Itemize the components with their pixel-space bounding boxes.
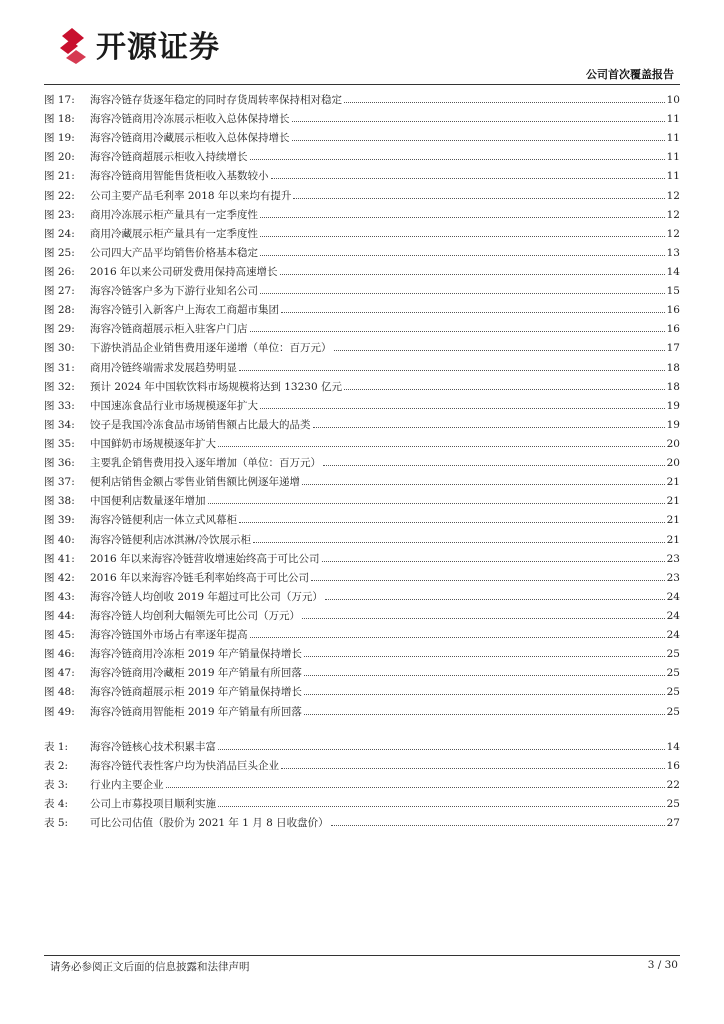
toc-entry-page: 21 [666, 533, 680, 546]
toc-entry-page: 14 [666, 741, 680, 753]
toc-entry-page: 11 [666, 132, 680, 145]
toc-entry-page: 15 [666, 285, 680, 298]
toc-entry-page: 14 [666, 265, 680, 278]
toc-leader-dots [250, 331, 665, 332]
toc-entry-page: 12 [666, 227, 680, 240]
toc-entry[interactable] [44, 703, 680, 722]
toc-entry-title: 海容冷链商超展示柜 2019 年产销量保持增长 [90, 686, 302, 699]
toc-entry-page: 16 [666, 323, 680, 336]
toc-entry-page: 27 [666, 817, 680, 830]
toc-entry-number: 图 35: [44, 437, 75, 450]
toc-entry-page: 23 [666, 571, 680, 584]
toc-entry-number: 图 42: [44, 571, 75, 584]
footer-divider [44, 955, 680, 956]
toc-entry[interactable] [44, 282, 680, 301]
toc-entry-number: 图 25: [44, 246, 75, 259]
kaiyuan-logo-icon [58, 24, 88, 64]
toc-leader-dots [331, 825, 665, 826]
toc-entry[interactable] [44, 301, 680, 320]
toc-entry-number: 图 43: [44, 590, 75, 603]
toc-entry-title: 海容冷链引入新客户上海农工商超市集团 [90, 304, 279, 317]
toc-entry[interactable] [44, 187, 680, 206]
toc-entry-title: 海容冷链商用冷冻柜 2019 年产销量保持增长 [90, 648, 302, 661]
toc-entry-title: 海容冷链商超展示柜收入持续增长 [90, 151, 248, 164]
toc-entry-number: 表 5: [44, 817, 69, 830]
toc-entry-page: 10 [666, 94, 680, 106]
toc-entry-title: 海容冷链人均创利大幅领先可比公司（万元） [90, 609, 300, 622]
toc-entry-title: 公司上市募投项目顺利实施 [90, 798, 216, 811]
toc-entry-page: 20 [666, 437, 680, 450]
toc-entry-number: 图 19: [44, 132, 75, 145]
toc-entry-title: 主要乳企销售费用投入逐年增加（单位：百万元） [90, 457, 321, 470]
toc-entry-page: 25 [666, 667, 680, 680]
toc-entry[interactable] [44, 244, 680, 263]
toc-entry-title: 海容冷链商用冷藏柜 2019 年产销量有所回落 [90, 667, 302, 680]
toc-leader-dots [304, 694, 665, 695]
toc-entry-title: 海容冷链核心技术积累丰富 [90, 741, 216, 753]
toc-entry[interactable] [44, 492, 680, 511]
toc-entry[interactable] [44, 91, 680, 110]
toc-entry-page: 13 [666, 246, 680, 259]
toc-entry-title: 下游快消品企业销售费用逐年递增（单位：百万元） [90, 342, 332, 355]
toc-leader-dots [325, 599, 665, 600]
toc-leader-dots [260, 408, 665, 409]
toc-leader-dots [292, 140, 665, 141]
toc-entry-number: 图 41: [44, 552, 75, 565]
toc-entry-number: 图 39: [44, 514, 75, 527]
toc-entry-title: 商用冷冻展示柜产量具有一定季度性 [90, 208, 258, 221]
toc-entry-title: 海容冷链存货逐年稳定的同时存货周转率保持相对稳定 [90, 94, 342, 106]
toc-leader-dots [311, 580, 665, 581]
toc-entry-title: 海容冷链商用智能柜 2019 年产销量有所回落 [90, 705, 302, 718]
toc-entry-title: 饺子是我国冷冻食品市场销售额占比最大的品类 [90, 418, 311, 431]
figure-list [44, 91, 680, 722]
toc-leader-dots [281, 312, 665, 313]
toc-entry-number: 图 23: [44, 208, 75, 221]
toc-entry[interactable] [44, 206, 680, 225]
toc-entry-page: 17 [666, 342, 680, 355]
toc-entry-title: 2016 年以来公司研发费用保持高速增长 [90, 265, 278, 278]
toc-entry[interactable] [44, 626, 680, 645]
report-type-label: 公司首次覆盖报告 [586, 68, 674, 81]
toc-leader-dots [260, 236, 665, 237]
toc-entry-page: 12 [666, 208, 680, 221]
toc-entry-title: 可比公司估值（股价为 2021 年 1 月 8 日收盘价） [90, 817, 329, 830]
toc-leader-dots [302, 618, 665, 619]
toc-entry-title: 海容冷链商用冷冻展示柜收入总体保持增长 [90, 113, 290, 126]
toc-entry-number: 图 40: [44, 533, 75, 546]
table-list [44, 738, 680, 834]
toc-entry[interactable] [44, 320, 680, 339]
toc-entry-page: 21 [666, 476, 680, 489]
toc-leader-dots [260, 255, 665, 256]
toc-entry-page: 19 [666, 399, 680, 412]
toc-entry-number: 表 1: [44, 741, 69, 753]
toc-entry[interactable] [44, 110, 680, 129]
toc-entry[interactable] [44, 776, 680, 795]
toc-entry-page: 24 [666, 629, 680, 642]
toc-entry[interactable] [44, 148, 680, 167]
toc-entry-page: 25 [666, 798, 680, 811]
toc-leader-dots [218, 749, 665, 750]
toc-entry-number: 表 3: [44, 779, 69, 792]
toc-entry[interactable] [44, 167, 680, 186]
logo-text: 开源证券 [96, 30, 220, 65]
toc-entry[interactable] [44, 645, 680, 664]
toc-entry-page: 19 [666, 418, 680, 431]
toc-entry[interactable] [44, 339, 680, 358]
toc-entry-page: 18 [666, 361, 680, 374]
toc-leader-dots [208, 503, 665, 504]
header-divider [44, 84, 680, 85]
toc-entry-title: 海容冷链便利店冰淇淋/冷饮展示柜 [90, 533, 252, 546]
toc-entry[interactable] [44, 757, 680, 776]
toc-entry-page: 11 [666, 113, 680, 126]
toc-entry[interactable] [44, 435, 680, 454]
toc-entry[interactable] [44, 607, 680, 626]
toc-entry[interactable] [44, 550, 680, 569]
toc-leader-dots [218, 446, 665, 447]
toc-entry[interactable] [44, 683, 680, 702]
toc-entry-title: 预计 2024 年中国软饮料市场规模将达到 13230 亿元 [90, 380, 342, 393]
toc-entry-number: 图 38: [44, 495, 75, 508]
toc-leader-dots [253, 542, 665, 543]
toc-entry[interactable] [44, 129, 680, 148]
toc-entry-number: 图 21: [44, 170, 75, 183]
toc-entry-title: 公司主要产品毛利率 2018 年以来均有提升 [90, 189, 292, 202]
toc-leader-dots [281, 768, 665, 769]
toc-entry-page: 18 [666, 380, 680, 393]
toc-entry-page: 21 [666, 514, 680, 527]
toc-entry-title: 商用冷藏展示柜产量具有一定季度性 [90, 227, 258, 240]
toc-entry-number: 图 33: [44, 399, 75, 412]
toc-entry-number: 图 30: [44, 342, 75, 355]
toc-entry-number: 图 48: [44, 686, 75, 699]
toc-entry-page: 11 [666, 170, 680, 183]
toc-entry-page: 23 [666, 552, 680, 565]
toc-entry-number: 表 4: [44, 798, 69, 811]
toc-leader-dots [313, 427, 665, 428]
toc-leader-dots [260, 217, 665, 218]
toc-entry-number: 图 27: [44, 285, 75, 298]
toc-entry-title: 商用冷链终端需求发展趋势明显 [90, 361, 237, 374]
toc-leader-dots [280, 274, 665, 275]
toc-entry-title: 行业内主要企业 [90, 779, 164, 792]
toc-entry-number: 图 29: [44, 323, 75, 336]
toc-entry[interactable] [44, 569, 680, 588]
toc-entry-title: 海容冷链商超展示柜入驻客户门店 [90, 323, 248, 336]
toc-entry-number: 图 22: [44, 189, 75, 202]
toc-entry-number: 图 17: [44, 94, 75, 106]
toc-entry-number: 图 18: [44, 113, 75, 126]
toc-entry-number: 图 20: [44, 151, 75, 164]
toc-entry-page: 21 [666, 495, 680, 508]
toc-leader-dots [250, 637, 665, 638]
toc-leader-dots [260, 293, 665, 294]
toc-entry-number: 图 36: [44, 457, 75, 470]
toc-entry[interactable] [44, 397, 680, 416]
toc-entry-title: 公司四大产品平均销售价格基本稳定 [90, 246, 258, 259]
toc-entry-title: 便利店销售金额占零售业销售额比例逐年递增 [90, 476, 300, 489]
toc-leader-dots [218, 806, 665, 807]
toc-entry-number: 图 28: [44, 304, 75, 317]
toc-entry-title: 海容冷链人均创收 2019 年超过可比公司（万元） [90, 590, 323, 603]
toc-entry-title: 海容冷链代表性客户均为快消品巨头企业 [90, 760, 279, 773]
toc-entry-number: 图 32: [44, 380, 75, 393]
toc-leader-dots [239, 522, 665, 523]
toc-entry[interactable] [44, 416, 680, 435]
toc-entry-number: 图 24: [44, 227, 75, 240]
toc-entry[interactable] [44, 588, 680, 607]
toc-entry-number: 图 46: [44, 648, 75, 661]
toc-entry-number: 图 34: [44, 418, 75, 431]
toc-entry-title: 中国便利店数量逐年增加 [90, 495, 206, 508]
toc-entry-title: 海容冷链客户多为下游行业知名公司 [90, 285, 258, 298]
toc-entry[interactable] [44, 531, 680, 550]
toc-entry-page: 16 [666, 760, 680, 773]
toc-entry[interactable] [44, 814, 680, 833]
toc-entry[interactable] [44, 664, 680, 683]
toc-entry-page: 22 [666, 779, 680, 792]
toc-leader-dots [292, 121, 665, 122]
toc-entry-number: 图 31: [44, 361, 75, 374]
toc-entry[interactable] [44, 225, 680, 244]
toc-leader-dots [344, 102, 665, 103]
toc-entry-title: 海容冷链商用智能售货柜收入基数较小 [90, 170, 269, 183]
toc-entry-page: 25 [666, 705, 680, 718]
toc-entry-number: 图 45: [44, 629, 75, 642]
toc-entry-number: 图 37: [44, 476, 75, 489]
toc-leader-dots [271, 178, 665, 179]
toc-leader-dots [239, 370, 665, 371]
toc-entry[interactable] [44, 263, 680, 282]
toc-entry-title: 2016 年以来海容冷链毛利率始终高于可比公司 [90, 571, 310, 584]
toc-entry-title: 中国鲜奶市场规模逐年扩大 [90, 437, 216, 450]
toc-entry-title: 海容冷链国外市场占有率逐年提高 [90, 629, 248, 642]
toc-leader-dots [302, 484, 665, 485]
toc-entry-page: 16 [666, 304, 680, 317]
toc-leader-dots [250, 159, 665, 160]
toc-entry-title: 中国速冻食品行业市场规模逐年扩大 [90, 399, 258, 412]
toc-entry-page: 11 [666, 151, 680, 164]
toc-entry-page: 24 [666, 609, 680, 622]
toc-entry-number: 图 49: [44, 705, 75, 718]
toc-leader-dots [334, 350, 665, 351]
toc-entry[interactable] [44, 795, 680, 814]
toc-entry-page: 24 [666, 590, 680, 603]
toc-leader-dots [322, 561, 665, 562]
toc-entry-title: 海容冷链商用冷藏展示柜收入总体保持增长 [90, 132, 290, 145]
toc-entry-title: 2016 年以来海容冷链营收增速始终高于可比公司 [90, 552, 320, 565]
toc-entry-page: 20 [666, 457, 680, 470]
toc-entry-page: 25 [666, 686, 680, 699]
toc-entry[interactable] [44, 359, 680, 378]
toc-entry[interactable] [44, 454, 680, 473]
toc-entry-number: 图 44: [44, 609, 75, 622]
toc-leader-dots [293, 198, 664, 199]
toc-entry-title: 海容冷链便利店一体立式风幕柜 [90, 514, 237, 527]
page-number: 3 / 30 [647, 959, 678, 971]
toc-entry[interactable] [44, 473, 680, 492]
toc-entry[interactable] [44, 378, 680, 397]
toc-leader-dots [304, 656, 665, 657]
toc-leader-dots [304, 714, 665, 715]
toc-entry-page: 12 [666, 189, 680, 202]
toc-leader-dots [344, 389, 665, 390]
footer-disclaimer: 请务必参阅正文后面的信息披露和法律声明 [50, 961, 250, 973]
toc-entry[interactable] [44, 511, 680, 530]
company-logo [58, 22, 220, 66]
toc-entry[interactable] [44, 738, 680, 757]
toc-leader-dots [323, 465, 665, 466]
toc-entry-number: 图 26: [44, 265, 75, 278]
toc-entry-page: 25 [666, 648, 680, 661]
toc-leader-dots [166, 787, 665, 788]
toc-entry-number: 表 2: [44, 760, 69, 773]
toc-entry-number: 图 47: [44, 667, 75, 680]
toc-leader-dots [304, 675, 665, 676]
